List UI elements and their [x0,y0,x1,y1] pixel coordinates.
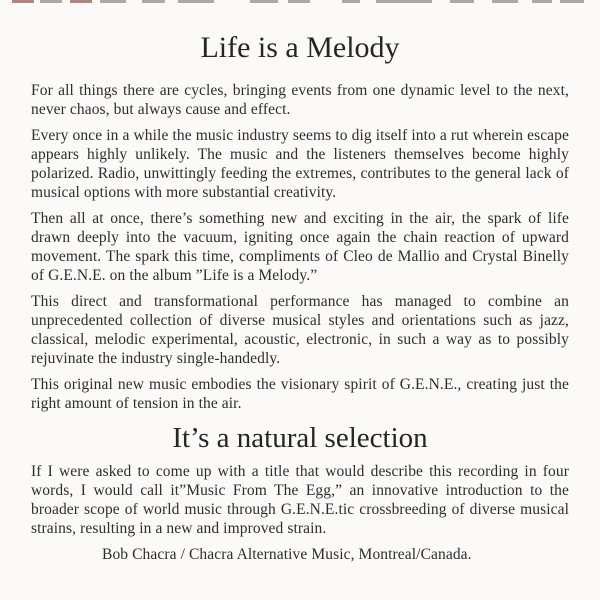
paragraph-2: Every once in a while the music industry seems to dig itself into a rut wherein escape appears highly unlikely. The music and the listeners themselves become highly polarized. Radio, unwittingly feeding the extremes, contributes to the general lack of musical options with more substantial creativity. [31,127,569,201]
page-title: Life is a Melody [200,31,400,64]
paragraph-1: For all things there are cycles, bringing events from one dynamic level to the next, never chaos, but always cause and effect. [31,82,569,118]
paragraph-5: This original new music embodies the visionary spirit of G.E.N.E., creating just the right amount of tension in the air. [31,376,569,412]
byline: Bob Chacra / Chacra Alternative Music, Montreal/Canada. [102,546,472,563]
scan-edge-artifact [0,0,600,3]
paragraph-4: This direct and transformational performance has managed to combine an unprecedented collection of diverse musical styles and orientations such as jazz, classical, melodic experimental, acoustic, electronic, in such a way as to possibly rejuvinate the industry single-handedly. [31,293,569,367]
paragraph-6: If I were asked to come up with a title that would describe this recording in four words, I would call it”Music From The Egg,” an innovative introduction to the broader scope of world music through G.E.N.E.tic crossbreeding of diverse musical strains, resulting in a new and improved strain. [31,463,569,537]
section-subtitle: It’s a natural selection [172,422,428,454]
paragraph-3: Then all at once, there’s something new and exciting in the air, the spark of life drawn deeply into the vacuum, igniting once again the chain reaction of upward movement. The spark this time, compliments of Cleo de Mallio and Crystal Binelly of G.E.N.E. on the album ”Life is a Melody.” [31,210,569,284]
